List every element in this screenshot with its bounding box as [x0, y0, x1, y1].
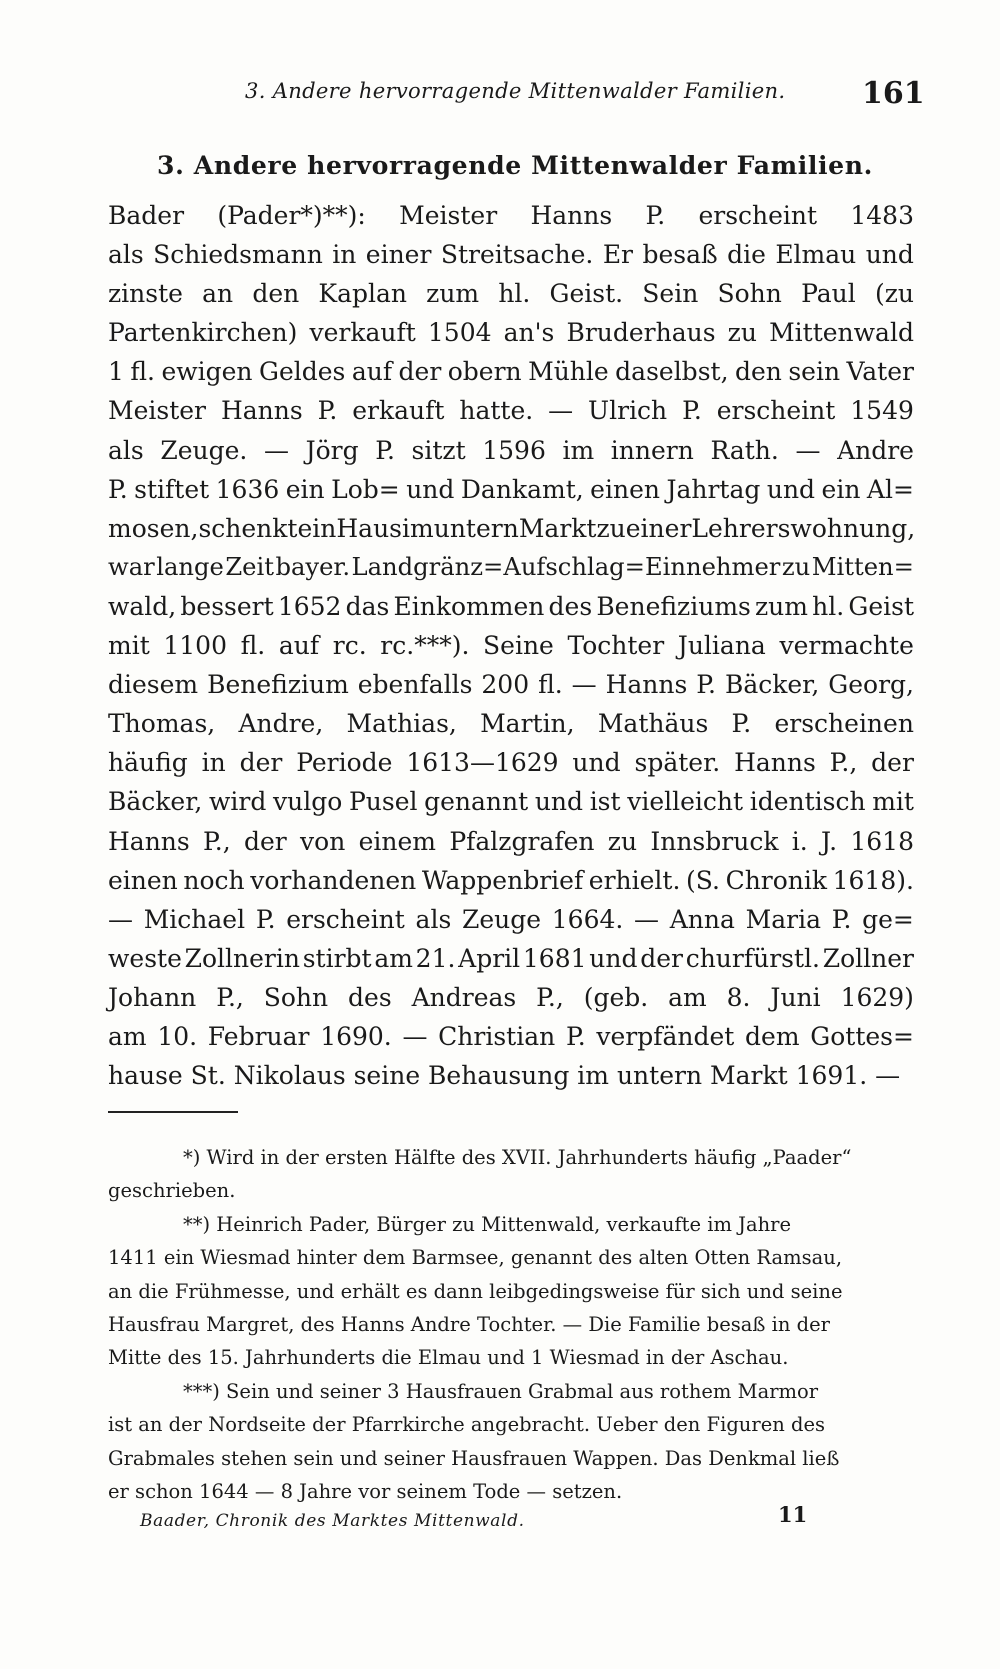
word: P. — [731, 709, 752, 739]
body-line — [108, 782, 914, 821]
word: April — [458, 943, 521, 973]
footnote-separator — [108, 1111, 238, 1113]
word: Zeuge — [461, 904, 542, 934]
word: (geb. — [583, 982, 649, 1012]
word: — — [108, 904, 133, 934]
word: 1549 — [850, 396, 914, 426]
footnote-line — [108, 1408, 914, 1441]
word: Hanns — [734, 748, 816, 778]
footnote-line — [108, 1275, 914, 1308]
word: erhielt. — [588, 865, 681, 895]
footnote-line-text: **) Heinrich Pader, Bürger zu Mittenwald, verkaufte im Jahre — [183, 1212, 792, 1236]
word: zu — [781, 552, 811, 581]
word: Bader — [108, 201, 185, 230]
word: P. — [108, 474, 128, 504]
body-line — [108, 743, 914, 782]
word: zu — [596, 513, 626, 543]
word: — — [402, 1021, 428, 1051]
section-title: 3. Andere hervorragende Mittenwalder Familien. — [157, 150, 873, 180]
word: Mathäus — [597, 709, 709, 739]
word: 1636 — [215, 474, 280, 504]
word: 1613—1629 — [406, 748, 559, 778]
word: innern — [610, 435, 694, 465]
word: Paul — [801, 279, 856, 309]
word: bayer. — [275, 552, 351, 581]
word: (Pader*)**): — [217, 201, 366, 230]
word: P. — [565, 1021, 586, 1051]
word: Martin, — [480, 709, 575, 739]
word: einen — [590, 474, 660, 504]
word: 1596 — [482, 435, 546, 465]
word: verkauft — [309, 318, 416, 348]
word: 1100 — [163, 631, 227, 661]
word: der — [398, 357, 442, 387]
word: ein — [297, 513, 337, 543]
word: 1652 — [277, 591, 342, 621]
word: Einkommen — [393, 591, 545, 621]
word: (S. — [686, 865, 720, 895]
word: P. — [255, 904, 276, 934]
footnote-line-text: 1411 ein Wiesmad hinter dem Barmsee, genannt des alten Otten Ramsau, — [108, 1246, 843, 1270]
body-line — [108, 1017, 914, 1056]
word: Sohn — [263, 982, 329, 1012]
word: auf — [351, 357, 393, 387]
word: Haus — [336, 513, 403, 543]
word: fl. — [130, 357, 155, 387]
footnote-line-text: *) Wird in der ersten Hälfte des XVII. Jahrhunderts häufig „Paader“ — [183, 1146, 852, 1169]
word: Landgränz=Aufschlag=Einnehmer — [351, 552, 781, 581]
word: hl. — [498, 279, 531, 309]
word: erscheint — [698, 201, 818, 230]
word: Tochter — [567, 631, 665, 661]
word: Juni — [770, 982, 821, 1012]
body-line — [108, 509, 914, 548]
word: Pusel — [348, 787, 418, 817]
word: Kaplan — [318, 279, 407, 309]
word: Zeit — [225, 552, 274, 581]
word: Elmau — [775, 240, 857, 270]
word: am — [668, 982, 707, 1012]
word: dem — [745, 1021, 800, 1051]
footnote-line-text: geschrieben. — [108, 1179, 236, 1203]
running-head: 3. Andere hervorragende Mittenwalder Familien. — [245, 78, 786, 103]
body-line — [108, 978, 914, 1017]
word: 21. — [415, 943, 456, 973]
word: Seine — [483, 631, 554, 661]
word: wald, — [108, 591, 177, 621]
word: die — [727, 240, 766, 270]
word: Pfalzgrafen — [449, 826, 595, 856]
word: Mathias, — [346, 709, 457, 739]
word: Maria — [745, 904, 821, 934]
word: Ulrich — [588, 396, 668, 426]
word: Dankamt, — [460, 474, 584, 504]
word: erscheinen — [774, 709, 914, 739]
word: am — [374, 943, 413, 973]
body-line — [108, 665, 914, 704]
word: des — [348, 982, 392, 1012]
word: Georg, — [828, 670, 914, 700]
word: P., — [216, 982, 244, 1012]
footnote-line — [108, 1141, 914, 1174]
word: 1618 — [850, 826, 914, 856]
word: 1 — [108, 357, 124, 387]
word: Andre — [837, 435, 914, 465]
word: noch — [183, 865, 245, 895]
footnote-line-text: ist an der Nordseite der Pfarrkirche angebracht. Ueber den Figuren des — [108, 1413, 826, 1437]
word: an — [202, 279, 234, 309]
word: 1504 — [427, 318, 492, 348]
footnote-line-text: Mitte des 15. Jahrhunderts die Elmau und 1 Wiesmad in der Aschau. — [108, 1346, 789, 1370]
word: Andre, — [238, 709, 324, 739]
word: vermachte — [779, 631, 914, 661]
word: einen — [108, 865, 178, 895]
word: und — [572, 748, 621, 778]
word: P. — [317, 396, 338, 426]
word: stiftet — [134, 474, 210, 504]
word: Lob= — [331, 474, 400, 504]
word: P., — [829, 748, 858, 778]
word: als — [415, 904, 452, 934]
word: besaß — [642, 240, 718, 270]
word: auf — [278, 631, 320, 661]
word: Geldes — [258, 357, 346, 387]
word: Zollner — [822, 943, 914, 973]
word: den — [734, 357, 782, 387]
word: P. — [682, 396, 702, 426]
body-line — [108, 391, 914, 430]
body-line — [108, 274, 914, 313]
word: zum — [426, 279, 480, 309]
word: genannt — [424, 787, 529, 817]
word: fl. — [538, 670, 563, 700]
word: vorhandenen — [250, 865, 417, 895]
word: 1618). — [832, 865, 914, 895]
word: Thomas, — [108, 709, 216, 739]
word: Innsbruck — [650, 826, 779, 856]
word: Mühle — [528, 357, 609, 387]
body-line-text: hause St. Nikolaus seine Behausung im untern Markt 1691. — — [108, 1061, 901, 1091]
word: Andreas — [411, 982, 517, 1012]
word: Geist — [848, 591, 914, 621]
word: P. — [375, 435, 395, 465]
word: 1629) — [840, 982, 914, 1012]
word: — — [548, 396, 574, 426]
word: 200 — [481, 670, 530, 700]
body-line — [108, 313, 914, 352]
word: Jörg — [305, 435, 359, 465]
footnotes — [108, 1141, 914, 1508]
footnote-line — [108, 1375, 914, 1408]
word: und — [534, 787, 584, 817]
word: mit — [872, 787, 914, 817]
word: Christian — [438, 1021, 556, 1051]
word: der — [244, 826, 287, 856]
word: Juliana — [677, 631, 766, 661]
word: Anna — [669, 904, 735, 934]
word: vulgo — [273, 787, 343, 817]
word: Zollnerin — [184, 943, 300, 973]
word: (zu — [874, 279, 914, 309]
word: zu — [607, 826, 638, 856]
body-line — [108, 861, 914, 900]
body-line — [108, 704, 914, 743]
word: häufig — [108, 748, 188, 778]
word: Geist. — [549, 279, 624, 309]
word: Wappenbrief — [421, 865, 584, 895]
word: ein — [285, 474, 325, 504]
footnote-line-text: Hausfrau Margret, des Hanns Andre Tochter. — Die Familie besaß in der — [108, 1312, 830, 1336]
word: Bäcker, — [724, 670, 820, 700]
word: 1483 — [850, 201, 914, 230]
word: Meister — [399, 201, 498, 230]
word: Februar — [207, 1021, 310, 1051]
word: P. — [645, 201, 666, 230]
word: als — [108, 435, 144, 465]
body-line — [108, 900, 914, 939]
word: ge= — [862, 904, 914, 934]
word: und — [865, 240, 914, 270]
word: später. — [634, 748, 721, 778]
word: Jahrtag — [666, 474, 761, 504]
word: des — [548, 591, 593, 621]
word: identisch — [749, 787, 866, 817]
footnote-line — [108, 1341, 914, 1374]
word: hatte. — [459, 396, 534, 426]
word: Johann — [108, 982, 197, 1012]
word: Bäcker, — [108, 787, 203, 817]
body-text — [108, 196, 914, 1095]
word: lange — [156, 552, 224, 581]
word: churfürstl. — [685, 943, 820, 973]
word: fl. — [240, 631, 266, 661]
word: Gottes= — [810, 1021, 914, 1051]
word: war — [108, 552, 155, 581]
word: Zeuge. — [160, 435, 248, 465]
word: Hanns — [108, 826, 190, 856]
word: der — [239, 748, 283, 778]
word: von — [300, 826, 346, 856]
word: rc. — [332, 631, 367, 661]
word: erscheint — [286, 904, 405, 934]
word: und — [766, 474, 816, 504]
word: an's — [503, 318, 555, 348]
word: ist — [589, 787, 621, 817]
word: einer — [365, 240, 432, 270]
footnote-line — [108, 1442, 914, 1475]
word: im — [562, 435, 595, 465]
word: — — [634, 904, 660, 934]
footnote-line — [108, 1308, 914, 1341]
word: Sohn — [717, 279, 782, 309]
page-number: 161 — [862, 76, 925, 111]
body-line — [108, 431, 914, 470]
word: P. — [831, 904, 852, 934]
word: in — [201, 748, 226, 778]
body-line — [108, 548, 914, 587]
word: Periode — [296, 748, 393, 778]
word: 8. — [726, 982, 751, 1012]
footnote-line-text: er schon 1644 — 8 Jahre vor seinem Tode — setzen. — [108, 1479, 623, 1503]
word: erscheint — [716, 396, 836, 426]
sheet-number: 11 — [778, 1502, 808, 1527]
word: Hanns — [530, 201, 613, 230]
word: am — [108, 1021, 147, 1051]
word: weste — [108, 943, 182, 973]
word: 10. — [157, 1021, 198, 1051]
word: zum — [755, 591, 808, 621]
footnote-line — [108, 1208, 914, 1241]
word: Rath. — [710, 435, 779, 465]
footnote-line — [108, 1174, 914, 1207]
word: Meister — [108, 396, 207, 426]
word: bessert — [180, 591, 274, 621]
body-line — [108, 235, 914, 274]
word: Partenkirchen) — [108, 318, 298, 348]
word: rc.***). — [380, 631, 470, 661]
body-line — [108, 470, 914, 509]
word: ein — [821, 474, 861, 504]
word: zu — [727, 318, 757, 348]
word: einer — [625, 513, 692, 543]
word: Mitten= — [811, 552, 914, 581]
word: der — [871, 748, 914, 778]
word: im — [402, 513, 434, 543]
word: Hanns — [220, 396, 303, 426]
footnote-line-text: an die Frühmesse, und erhält es dann leibgedingsweise für sich und seine — [108, 1279, 843, 1303]
word: Markt — [518, 513, 597, 543]
word: das — [345, 591, 390, 621]
word: diesem — [108, 670, 199, 700]
word: stirbt — [302, 943, 372, 973]
body-line — [108, 1056, 914, 1095]
word: sitzt — [411, 435, 466, 465]
footnote-line-text: ***) Sein und seiner 3 Hausfrauen Grabmal aus rothem Marmor — [183, 1379, 819, 1403]
body-line — [108, 822, 914, 861]
word: und — [589, 943, 638, 973]
word: Schiedsmann — [153, 240, 323, 270]
word: Benefiziums — [596, 591, 751, 621]
word: Michael — [143, 904, 246, 934]
word: und — [406, 474, 455, 504]
word: daselbst, — [615, 357, 729, 387]
body-line — [108, 587, 914, 626]
word: Vater — [846, 357, 914, 387]
word: i. — [791, 826, 808, 856]
word: P., — [203, 826, 231, 856]
word: den — [252, 279, 300, 309]
word: ewigen — [161, 357, 253, 387]
footnote-line-text: Grabmales stehen sein und seiner Hausfrauen Wappen. Das Denkmal ließ — [108, 1446, 840, 1470]
word: J. — [821, 826, 838, 856]
word: Streitsache. — [440, 240, 594, 270]
footnote-line — [108, 1241, 914, 1274]
word: — — [263, 435, 289, 465]
word: obern — [447, 357, 522, 387]
word: untern — [433, 513, 519, 543]
word: 1664. — [551, 904, 624, 934]
body-line — [108, 939, 914, 978]
word: verpfändet — [596, 1021, 735, 1051]
body-line — [108, 626, 914, 665]
word: erkauft — [352, 396, 445, 426]
word: sein — [788, 357, 841, 387]
word: Sein — [642, 279, 699, 309]
word: Bruderhaus — [566, 318, 716, 348]
word: Al= — [866, 474, 914, 504]
word: Lehrerswohnung, — [691, 513, 916, 543]
word: P., — [536, 982, 564, 1012]
word: schenkt — [198, 513, 298, 543]
word: mosen, — [108, 513, 199, 543]
word: Benefizium — [207, 670, 349, 700]
word: in — [332, 240, 357, 270]
word: — — [571, 670, 597, 700]
word: der — [640, 943, 683, 973]
word: zinste — [108, 279, 183, 309]
word: Hanns — [605, 670, 688, 700]
body-line — [108, 196, 914, 235]
word: Mittenwald — [769, 318, 914, 348]
word: Chronik — [725, 865, 828, 895]
word: mit — [108, 631, 150, 661]
word: als — [108, 240, 144, 270]
word: ebenfalls — [357, 670, 473, 700]
word: 1690. — [320, 1021, 392, 1051]
word: — — [795, 435, 821, 465]
word: wird — [209, 787, 267, 817]
signature-mark: Baader, Chronik des Marktes Mittenwald. — [140, 1511, 525, 1531]
word: vielleicht — [627, 787, 744, 817]
word: einem — [358, 826, 437, 856]
word: Er — [602, 240, 634, 270]
word: 1681 — [522, 943, 587, 973]
word: P. — [696, 670, 716, 700]
word: hl. — [812, 591, 845, 621]
body-line — [108, 352, 914, 391]
